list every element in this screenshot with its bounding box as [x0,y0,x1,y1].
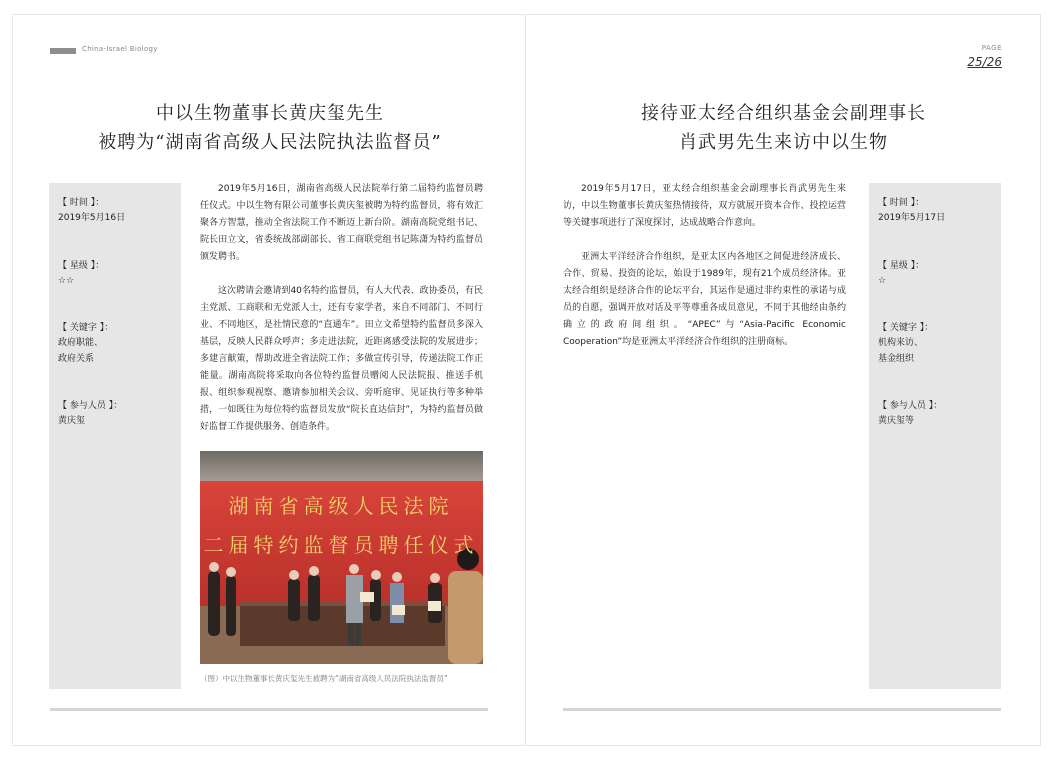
time-value: 2019年5月16日 [58,213,126,223]
time-label: 【 时间 】： [58,198,105,208]
keywords-label: 【 关键字 】： [58,323,114,333]
header-bar [50,48,76,54]
keyword-item: 机构来访、 [878,338,924,348]
star-rating: ☆ [878,276,887,286]
page-number: 25/26 [967,55,1002,69]
photo-caption: （图）中以生物董事长黄庆玺先生被聘为“湖南省高级人民法院执法监督员” [200,674,448,683]
header-brand: China-Israel Biology [82,45,158,53]
right-article-body [563,181,846,351]
level-label: 【 星级 】： [878,261,925,271]
left-sidebar-participants [58,399,122,429]
keyword-item: 基金组织 [878,354,915,364]
left-sidebar-time [58,196,125,226]
time-label: 【 时间 】： [878,198,925,208]
time-value: 2019年5月17日 [878,213,946,223]
event-photo [200,451,483,664]
banner-line-2: 二届特约监督员聘任仪式 [203,533,479,557]
right-sidebar-keywords [878,321,933,367]
paragraph: 2019年5月17日，亚太经合组织基金会副理事长肖武男先生来访，中以生物董事长黄庆玺热情接待，双方就展开资本合作、投控运营等关键事项进行了深度探讨，达成战略合作意向。 [563,184,846,228]
left-footer-rule [50,708,488,711]
participants-label: 【 参与人员 】： [58,401,123,411]
paragraph: 2019年5月16日，湖南省高级人民法院举行第二届特约监督员聘任仪式。中以生物有限公司董事长黄庆玺被聘为特约监督员，将有效汇聚各方智慧，推动全省法院工作不断迈上新台阶。湖南高院党组书记、院长田立文，省委统战部副部长、省工商联党组书记陈潇为特约监督员颁发聘书。 [200,184,483,262]
banner-line-1: 湖南省高级人民法院 [228,494,454,518]
keyword-item: 政府职能、 [58,338,104,348]
level-label: 【 星级 】： [58,261,105,271]
star-rating: ☆☆ [58,276,75,286]
page-label: PAGE [981,44,1002,52]
page-gutter [525,14,526,746]
left-title-line-2: 被聘为“湖南省高级人民法院执法监督员” [98,132,442,153]
event-photo-illustration [200,451,483,664]
right-title-line-2: 肖武男先生来访中以生物 [679,132,888,153]
left-article-body [200,181,483,436]
participants-value: 黄庆玺 [58,416,86,426]
right-article-title [571,99,996,157]
right-footer-rule [563,708,1001,711]
right-sidebar-level [878,259,924,289]
paragraph: 亚洲太平洋经济合作组织，是亚太区内各地区之间促进经济成长、合作、贸易、投资的论坛，始设于1989年，现有21个成员经济体。亚太经合组织是经济合作的论坛平台，其运作是通过非约束性的承诺与成员的自愿，强调开放对话及平等尊重各成员意见，不同于其他经由条约确立的政府间组织。“APEC”与“Asia-Pacific Economic Cooperation”均是亚洲太平洋经济合作组织的注册商标。 [563,252,846,347]
left-sidebar-level [58,259,104,289]
right-sidebar-participants [878,399,942,429]
keywords-label: 【 关键字 】： [878,323,934,333]
left-title-line-1: 中以生物董事长黄庆玺先生 [156,103,384,124]
participants-label: 【 参与人员 】： [878,401,943,411]
left-sidebar-keywords [58,321,113,367]
right-sidebar-time [878,196,945,226]
keyword-item: 政府关系 [58,354,95,364]
left-article-title [60,99,480,157]
right-title-line-1: 接待亚太经合组织基金会副理事长 [641,103,926,124]
paragraph: 这次聘请会邀请到40名特约监督员，有人大代表、政协委员，有民主党派、工商联和无党派人士，还有专家学者，来自不同部门、不同行业、不同地区，是社情民意的“直通车”。田立文希望特约监督员多深入基层，反映人民群众呼声；多走进法院，近距离感受法院的发展进步；多建言献策，帮助改进全省法院工作；多做宣传引导，传递法院工作正能量。湖南高院将采取向各位特约监督员赠阅人民法院报、推送手机报、组织参观视察、邀请参加相关会议、旁听庭审、见证执行等多种举措，一如既往为每位特约监督员发放“院长直达信封”，为特约监督员做好监督工作提供服务、创造条件。 [200,286,483,432]
participants-value: 黄庆玺等 [878,416,915,426]
